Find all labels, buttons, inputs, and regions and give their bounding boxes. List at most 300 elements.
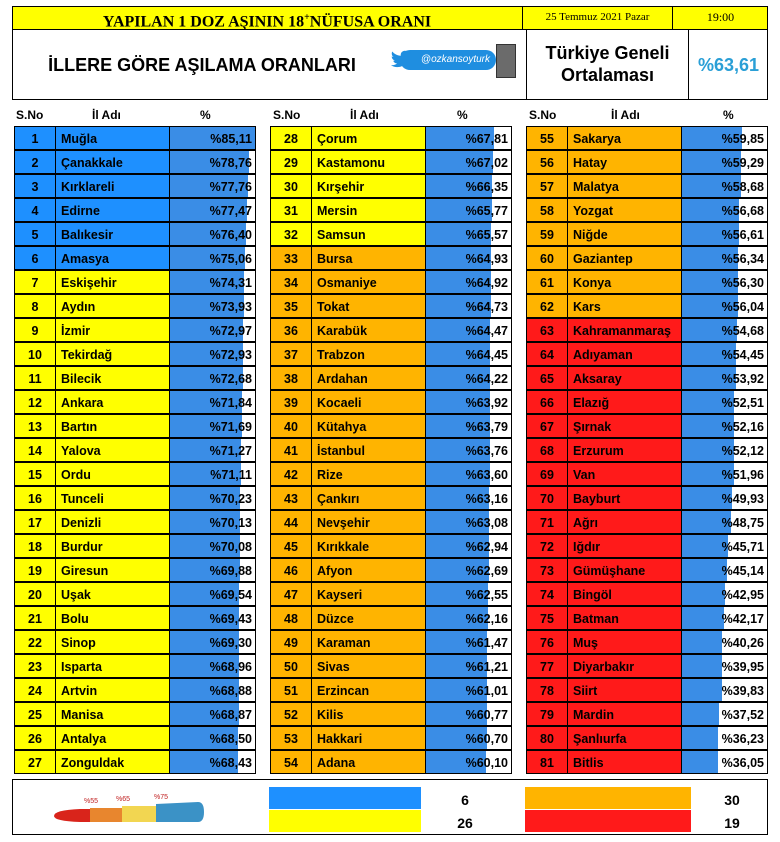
table-row [14, 750, 256, 774]
row-sno: 16 [14, 486, 56, 510]
table-row [14, 510, 256, 534]
percentage-text: %71,11 [210, 468, 252, 482]
row-sno: 10 [14, 342, 56, 366]
row-province-name: Kayseri [311, 582, 426, 606]
table-row [526, 510, 768, 534]
table-row [270, 294, 512, 318]
row-percentage [169, 438, 256, 462]
table-row [14, 486, 256, 510]
row-percentage [425, 342, 512, 366]
percentage-text: %42,95 [721, 588, 764, 602]
gauge-label-75: %75 [154, 794, 169, 801]
row-percentage [681, 582, 768, 606]
percentage-text: %49,93 [721, 492, 764, 506]
row-sno: 14 [14, 438, 56, 462]
table-row [270, 270, 512, 294]
row-province-name: Antalya [55, 726, 170, 750]
percentage-text: %64,93 [465, 252, 508, 266]
row-sno: 79 [526, 702, 568, 726]
row-province-name: Artvin [55, 678, 170, 702]
table-row [14, 678, 256, 702]
table-row [14, 606, 256, 630]
col-header-sno: S.No [16, 108, 44, 122]
row-percentage [681, 414, 768, 438]
national-average-label [526, 30, 688, 100]
row-percentage [681, 294, 768, 318]
row-percentage [681, 438, 768, 462]
percentage-text: %60,10 [465, 756, 508, 770]
gauge-label-55: %55 [84, 798, 99, 805]
percentage-bar [682, 655, 722, 677]
national-label-line1: Türkiye Geneli [545, 43, 670, 63]
table-row [270, 366, 512, 390]
percentage-text: %76,40 [209, 228, 252, 242]
percentage-text: %70,13 [209, 516, 252, 530]
table-row [270, 462, 512, 486]
percentage-text: %60,77 [465, 708, 508, 722]
row-province-name: Şırnak [567, 414, 682, 438]
row-percentage [425, 462, 512, 486]
row-province-name: Batman [567, 606, 682, 630]
row-province-name: Adana [311, 750, 426, 774]
table-row [270, 582, 512, 606]
row-province-name: Balıkesir [55, 222, 170, 246]
percentage-text: %72,68 [209, 372, 252, 386]
row-sno: 80 [526, 726, 568, 750]
table-row [270, 510, 512, 534]
row-percentage [425, 222, 512, 246]
row-sno: 39 [270, 390, 312, 414]
percentage-text: %63,92 [465, 396, 508, 410]
row-percentage [169, 366, 256, 390]
row-sno: 28 [270, 126, 312, 150]
gauge-label-65: %65 [116, 796, 131, 803]
col-header-name: İl Adı [611, 108, 640, 122]
header-time: 19:00 [672, 6, 768, 30]
table-row [14, 174, 256, 198]
percentage-bar [682, 559, 727, 581]
percentage-text: %63,79 [465, 420, 508, 434]
percentage-text: %72,97 [209, 324, 252, 338]
row-sno: 78 [526, 678, 568, 702]
row-percentage [425, 438, 512, 462]
percentage-text: %74,31 [209, 276, 252, 290]
legend-count-blue: 6 [461, 792, 469, 808]
table-row [526, 174, 768, 198]
percentage-text: %77,47 [209, 204, 252, 218]
row-province-name: Yozgat [567, 198, 682, 222]
row-sno: 47 [270, 582, 312, 606]
table-row [14, 630, 256, 654]
row-province-name: Uşak [55, 582, 170, 606]
row-sno: 58 [526, 198, 568, 222]
percentage-text: %51,96 [721, 468, 764, 482]
row-sno: 77 [526, 654, 568, 678]
row-province-name: Burdur [55, 534, 170, 558]
row-sno: 38 [270, 366, 312, 390]
table-row [270, 318, 512, 342]
row-percentage [425, 198, 512, 222]
row-sno: 25 [14, 702, 56, 726]
row-sno: 33 [270, 246, 312, 270]
table-row [526, 654, 768, 678]
row-province-name: Kilis [311, 702, 426, 726]
percentage-text: %39,83 [721, 684, 764, 698]
table-row [526, 438, 768, 462]
row-province-name: Konya [567, 270, 682, 294]
row-sno: 46 [270, 558, 312, 582]
percentage-bar [682, 751, 718, 773]
row-province-name: Malatya [567, 174, 682, 198]
percentage-text: %67,02 [465, 156, 508, 170]
col-header-sno: S.No [273, 108, 301, 122]
percentage-text: %59,85 [721, 132, 764, 146]
table-row [270, 702, 512, 726]
row-percentage [425, 582, 512, 606]
row-province-name: Bingöl [567, 582, 682, 606]
row-sno: 11 [14, 366, 56, 390]
table-row [14, 150, 256, 174]
percentage-text: %52,12 [721, 444, 764, 458]
legend-count-yellow: 26 [457, 815, 473, 831]
row-sno: 18 [14, 534, 56, 558]
row-sno: 53 [270, 726, 312, 750]
percentage-bar [682, 679, 722, 701]
row-province-name: Mardin [567, 702, 682, 726]
row-percentage [169, 486, 256, 510]
row-sno: 64 [526, 342, 568, 366]
row-percentage [169, 726, 256, 750]
row-percentage [425, 318, 512, 342]
table-row [526, 582, 768, 606]
row-percentage [425, 630, 512, 654]
percentage-text: %75,06 [209, 252, 252, 266]
row-sno: 73 [526, 558, 568, 582]
row-sno: 62 [526, 294, 568, 318]
row-province-name: Iğdır [567, 534, 682, 558]
row-sno: 27 [14, 750, 56, 774]
percentage-text: %66,35 [465, 180, 508, 194]
gauge-segment-orange [90, 808, 122, 822]
page-subtitle: İLLERE GÖRE AŞILAMA ORANLARI [48, 55, 356, 75]
row-province-name: Giresun [55, 558, 170, 582]
table-row [14, 534, 256, 558]
row-percentage [169, 558, 256, 582]
legend-count-red: 19 [724, 815, 740, 831]
percentage-text: %48,75 [721, 516, 764, 530]
row-sno: 42 [270, 462, 312, 486]
row-percentage [169, 582, 256, 606]
legend-swatch-red [525, 810, 691, 832]
twitter-handle: @ozkansoyturk [400, 50, 496, 70]
table-row [526, 198, 768, 222]
row-sno: 75 [526, 606, 568, 630]
percentage-text: %45,71 [721, 540, 764, 554]
percentage-text: %69,88 [209, 564, 252, 578]
row-province-name: Muş [567, 630, 682, 654]
row-percentage [425, 750, 512, 774]
percentage-text: %53,92 [721, 372, 764, 386]
row-province-name: Niğde [567, 222, 682, 246]
row-percentage [169, 174, 256, 198]
table-row [270, 174, 512, 198]
row-province-name: Sinop [55, 630, 170, 654]
row-percentage [425, 390, 512, 414]
table-row [14, 702, 256, 726]
row-province-name: İzmir [55, 318, 170, 342]
percentage-text: %65,57 [465, 228, 508, 242]
row-percentage [681, 174, 768, 198]
table-row [14, 246, 256, 270]
row-sno: 19 [14, 558, 56, 582]
percentage-text: %68,50 [209, 732, 252, 746]
percentage-text: %68,88 [209, 684, 252, 698]
row-sno: 22 [14, 630, 56, 654]
percentage-text: %70,23 [209, 492, 252, 506]
row-province-name: Bursa [311, 246, 426, 270]
row-sno: 37 [270, 342, 312, 366]
table-row [14, 222, 256, 246]
percentage-text: %56,04 [721, 300, 764, 314]
row-province-name: İstanbul [311, 438, 426, 462]
table-row [526, 558, 768, 582]
percentage-text: %40,26 [721, 636, 764, 650]
row-province-name: Diyarbakır [567, 654, 682, 678]
percentage-text: %64,47 [465, 324, 508, 338]
row-percentage [169, 630, 256, 654]
row-sno: 30 [270, 174, 312, 198]
row-province-name: Çorum [311, 126, 426, 150]
row-percentage [425, 510, 512, 534]
row-sno: 63 [526, 318, 568, 342]
gauge-legend [50, 790, 210, 830]
percentage-text: %63,08 [465, 516, 508, 530]
row-province-name: Çankırı [311, 486, 426, 510]
table-row [270, 726, 512, 750]
percentage-text: %64,45 [465, 348, 508, 362]
table-row [270, 126, 512, 150]
row-province-name: Edirne [55, 198, 170, 222]
row-percentage [425, 678, 512, 702]
table-row [526, 318, 768, 342]
table-row [526, 150, 768, 174]
percentage-text: %52,16 [721, 420, 764, 434]
row-province-name: Tokat [311, 294, 426, 318]
percentage-text: %54,68 [721, 324, 764, 338]
row-province-name: Rize [311, 462, 426, 486]
table-row [14, 294, 256, 318]
gauge-segment-blue [156, 802, 204, 822]
row-sno: 26 [14, 726, 56, 750]
national-label-line2: Ortalaması [560, 65, 655, 85]
row-percentage [425, 726, 512, 750]
row-sno: 61 [526, 270, 568, 294]
col-header-name: İl Adı [92, 108, 121, 122]
row-percentage [425, 174, 512, 198]
percentage-text: %60,70 [465, 732, 508, 746]
row-sno: 56 [526, 150, 568, 174]
row-sno: 4 [14, 198, 56, 222]
row-sno: 44 [270, 510, 312, 534]
row-percentage [169, 246, 256, 270]
table-row [270, 630, 512, 654]
row-percentage [681, 366, 768, 390]
percentage-text: %58,68 [721, 180, 764, 194]
row-province-name: Bayburt [567, 486, 682, 510]
row-province-name: Ardahan [311, 366, 426, 390]
row-province-name: Kırşehir [311, 174, 426, 198]
national-average-value: %63,61 [688, 30, 768, 100]
row-percentage [169, 390, 256, 414]
row-sno: 49 [270, 630, 312, 654]
table-row [270, 150, 512, 174]
table-row [526, 390, 768, 414]
table-row [270, 222, 512, 246]
row-sno: 48 [270, 606, 312, 630]
row-sno: 43 [270, 486, 312, 510]
table-row [526, 678, 768, 702]
percentage-text: %61,01 [465, 684, 508, 698]
row-province-name: Hatay [567, 150, 682, 174]
table-row [14, 438, 256, 462]
percentage-text: %69,30 [209, 636, 252, 650]
table-row [526, 630, 768, 654]
gauge-segment-yellow [122, 806, 156, 822]
row-percentage [169, 702, 256, 726]
row-sno: 65 [526, 366, 568, 390]
row-percentage [169, 222, 256, 246]
percentage-text: %70,08 [209, 540, 252, 554]
percentage-text: %52,51 [721, 396, 764, 410]
percentage-text: %67,81 [465, 132, 508, 146]
row-province-name: Kütahya [311, 414, 426, 438]
row-province-name: Bilecik [55, 366, 170, 390]
row-province-name: Nevşehir [311, 510, 426, 534]
percentage-text: %64,22 [465, 372, 508, 386]
table-row [270, 414, 512, 438]
row-province-name: Van [567, 462, 682, 486]
table-row [14, 726, 256, 750]
percentage-text: %45,14 [721, 564, 764, 578]
table-row [14, 414, 256, 438]
row-percentage [425, 126, 512, 150]
row-province-name: Mersin [311, 198, 426, 222]
percentage-bar [682, 703, 719, 725]
row-sno: 8 [14, 294, 56, 318]
percentage-text: %61,21 [465, 660, 508, 674]
row-percentage [425, 654, 512, 678]
percentage-text: %56,68 [721, 204, 764, 218]
row-province-name: Gümüşhane [567, 558, 682, 582]
row-sno: 60 [526, 246, 568, 270]
percentage-text: %68,43 [209, 756, 252, 770]
row-province-name: Amasya [55, 246, 170, 270]
col-header-sno: S.No [529, 108, 557, 122]
col-header-pct: % [457, 108, 468, 122]
row-province-name: Adıyaman [567, 342, 682, 366]
row-province-name: Bolu [55, 606, 170, 630]
percentage-text: %36,23 [721, 732, 764, 746]
row-sno: 23 [14, 654, 56, 678]
row-province-name: Hakkari [311, 726, 426, 750]
row-sno: 2 [14, 150, 56, 174]
row-percentage [425, 606, 512, 630]
row-sno: 15 [14, 462, 56, 486]
percentage-text: %56,34 [721, 252, 764, 266]
row-sno: 34 [270, 270, 312, 294]
row-province-name: Manisa [55, 702, 170, 726]
row-percentage [681, 222, 768, 246]
row-sno: 50 [270, 654, 312, 678]
percentage-text: %77,76 [209, 180, 252, 194]
table-row [14, 342, 256, 366]
table-row [14, 462, 256, 486]
percentage-text: %37,52 [721, 708, 764, 722]
table-row [526, 246, 768, 270]
row-province-name: Tekirdağ [55, 342, 170, 366]
avatar [496, 44, 516, 78]
row-sno: 31 [270, 198, 312, 222]
row-percentage [169, 270, 256, 294]
table-row [526, 366, 768, 390]
percentage-text: %78,76 [209, 156, 252, 170]
row-province-name: Çanakkale [55, 150, 170, 174]
percentage-bar [682, 583, 725, 605]
percentage-text: %62,69 [465, 564, 508, 578]
row-sno: 68 [526, 438, 568, 462]
gauge-segment-red [54, 809, 90, 822]
row-percentage [681, 198, 768, 222]
row-percentage [681, 342, 768, 366]
row-province-name: Siirt [567, 678, 682, 702]
row-percentage [169, 342, 256, 366]
percentage-text: %65,77 [465, 204, 508, 218]
row-percentage [681, 126, 768, 150]
row-percentage [425, 486, 512, 510]
row-province-name: Kırıkkale [311, 534, 426, 558]
percentage-text: %73,93 [209, 300, 252, 314]
row-percentage [169, 750, 256, 774]
percentage-text: %54,45 [721, 348, 764, 362]
row-percentage [681, 534, 768, 558]
row-sno: 6 [14, 246, 56, 270]
table-row [14, 270, 256, 294]
row-province-name: Ankara [55, 390, 170, 414]
row-percentage [681, 246, 768, 270]
row-province-name: Elazığ [567, 390, 682, 414]
row-province-name: Erzurum [567, 438, 682, 462]
row-province-name: Karaman [311, 630, 426, 654]
table-row [526, 462, 768, 486]
row-sno: 59 [526, 222, 568, 246]
row-percentage [169, 654, 256, 678]
table-row [526, 486, 768, 510]
row-percentage [425, 558, 512, 582]
row-province-name: Ordu [55, 462, 170, 486]
row-province-name: Gaziantep [567, 246, 682, 270]
legend-count-orange: 30 [724, 792, 740, 808]
table-row [270, 678, 512, 702]
table-row [14, 558, 256, 582]
percentage-text: %63,60 [465, 468, 508, 482]
row-sno: 21 [14, 606, 56, 630]
row-sno: 66 [526, 390, 568, 414]
row-percentage [681, 750, 768, 774]
row-province-name: Kars [567, 294, 682, 318]
col-header-pct: % [723, 108, 734, 122]
percentage-text: %72,93 [209, 348, 252, 362]
row-province-name: Kahramanmaraş [567, 318, 682, 342]
